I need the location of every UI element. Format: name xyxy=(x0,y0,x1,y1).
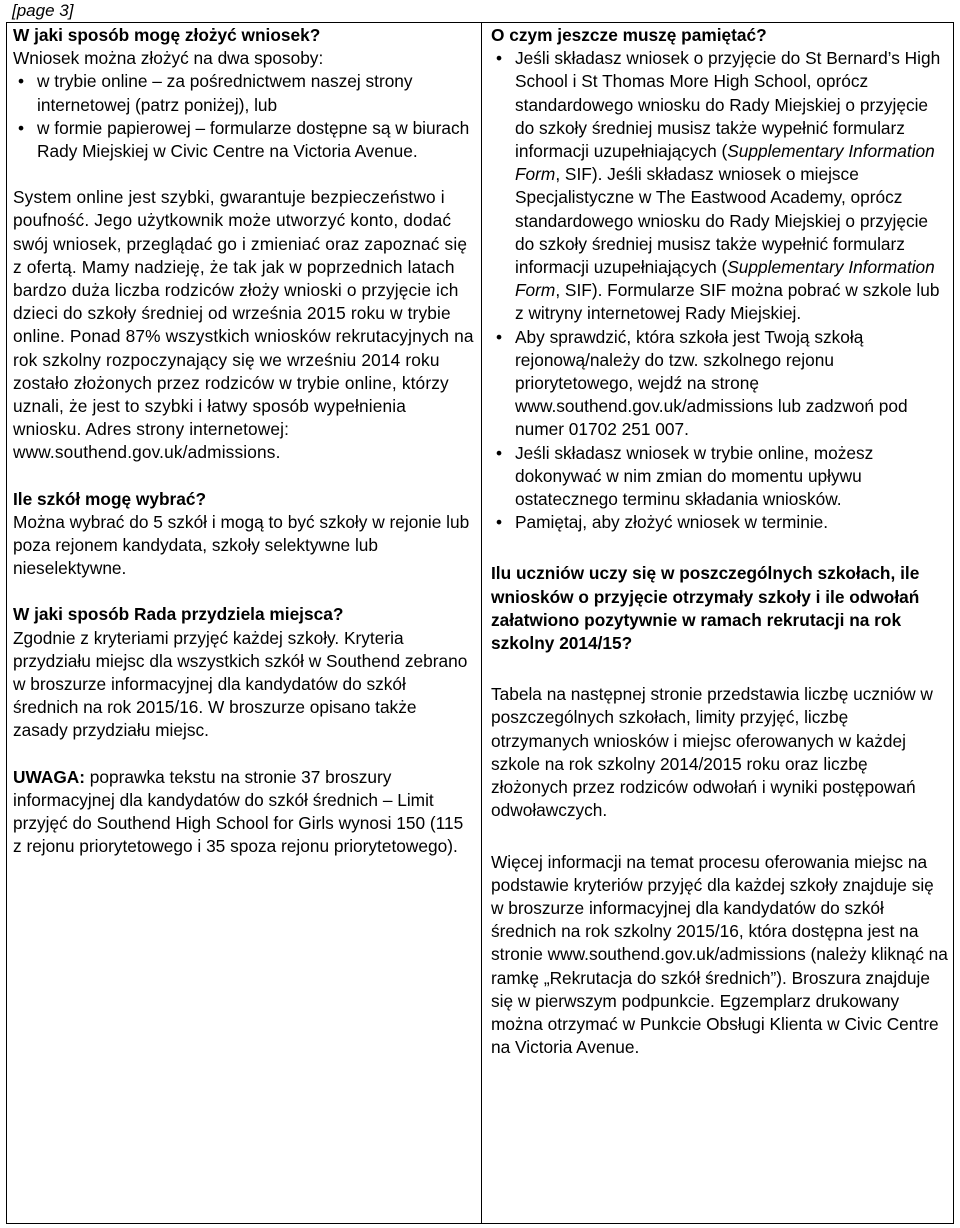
list-item xyxy=(491,511,949,534)
list-item xyxy=(491,326,949,442)
how-many-schools-paragraph: Można wybrać do 5 szkół i mogą to być szkoły w rejonie lub poza rejonem kandydata, szkoły selektywne lub nieselektywne. xyxy=(13,511,470,579)
how-to-apply-heading: W jaki sposób mogę złożyć wniosek? xyxy=(13,25,321,45)
how-many-schools-heading: Ile szkół mogę wybrać? xyxy=(13,488,207,509)
statistics-paragraph: Tabela na następnej stronie przedstawia liczbę uczniów w poszczególnych szkołach, limity przyjęć, liczbę otrzymanych wniosków i miejsc oferowanych w każdej szkole na rok szkolny 2014/2015 roku oraz liczbę złożonych przez rodziców odwołań i wyniki postępowań odwoławczych. xyxy=(491,684,933,821)
sif-text-part: , SIF). Jeśli składasz wniosek o miejsce Specjalistyczne w The Eastwood Academy, oprócz standardowego wniosku do Rady Miejskiej o przyjęcie do szkoły średniej musisz także wypełnić formularz informacji uzupełniających ( xyxy=(515,164,929,278)
content-table xyxy=(6,22,954,1224)
catchment-bullet-text: Aby sprawdzić, która szkoła jest Twoją szkołą rejonową/należy do tzw. szkolnego rejonu priorytetowego, wejdź na stronę www.southend.gov.uk/admissions lub zadzwoń pod numer 01702 251 007. xyxy=(515,326,908,440)
apply-method-online: w trybie online – za pośrednictwem naszej strony internetowej (patrz poniżej), lub xyxy=(37,71,413,115)
sif-form-name: Supplementary Information Form xyxy=(515,141,935,185)
remember-heading: O czym jeszcze muszę pamiętać? xyxy=(491,25,767,45)
bullet-icon: • xyxy=(496,48,503,69)
sif-form-name: Supplementary Information Form xyxy=(515,257,935,301)
page-number-label: [page 3] xyxy=(12,1,74,20)
changes-bullet-text: Jeśli składasz wniosek w trybie online, możesz dokonywać w nim zmian do momentu upływu ostatecznego terminu składania wniosków. xyxy=(515,442,874,510)
how-to-apply-intro: Wniosek można złożyć na dwa sposoby: xyxy=(13,48,324,69)
apply-method-paper: w formie papierowej – formularze dostępne są w biurach Rady Miejskiej w Civic Centre na Victoria Avenue. xyxy=(37,117,470,162)
list-item xyxy=(491,442,949,512)
sif-text-part: , SIF). Formularze SIF można pobrać w szkole lub z witryny internetowej Rady Miejskiej. xyxy=(515,280,940,324)
note-label: UWAGA: xyxy=(13,766,85,787)
list-item xyxy=(13,117,475,163)
bullet-icon: • xyxy=(496,326,503,347)
remember-list xyxy=(491,47,949,534)
online-system-paragraph: System online jest szybki, gwarantuje bezpieczeństwo i poufność. Jego użytkownik może utworzyć konto, dodać swój wniosek, przeglądać go i zmieniać oraz zapoznać się z ofertą. Mamy nadzieję, że tak jak w poprzednich latach bardzo duża liczba rodziców złoży wnioski o przyjęcie ich dzieci do szkoły średniej od września 2015 roku w trybie online. Ponad 87% wszystkich wniosków rekrutacyjnych na rok szkolny rozpoczynający się we wrześniu 2014 roku zostało złożonych przez rodziców w trybie online, którzy uznali, że jest to szybki i łatwy sposób wypełnienia wniosku. Adres strony internetowej: www.southend.gov.uk/admissions. xyxy=(13,187,474,463)
deadline-bullet-text: Pamiętaj, aby złożyć wniosek w terminie. xyxy=(515,512,829,533)
apply-methods-list xyxy=(13,70,475,163)
more-info-paragraph: Więcej informacji na temat procesu oferowania miejsc na podstawie kryteriów przyjęć dla każdej szkoły znajduje się w broszurze informacyjnej dla kandydatów do szkół średnich na rok szkolny 2015/16, która dostępna jest na stronie www.southend.gov.uk/admissions (należy kliknąć na ramkę „Rekrutacja do szkół średnich”). Broszura znajduje się w pierwszym podpunkcie. Egzemplarz drukowany można otrzymać w Punkcie Obsługi Klienta w Civic Centre na Victoria Avenue. xyxy=(491,851,948,1058)
right-column xyxy=(491,24,949,1059)
allocation-paragraph: Zgodnie z kryteriami przyjęć każdej szkoły. Kryteria przydziału miejsc dla wszystkich szkół w Southend zebrano w broszurze informacyjnej dla kandydatów do szkół średnich na rok 2015/16. W broszurze opisano także zasady przydziału miejsc. xyxy=(13,627,468,741)
statistics-heading: Ilu uczniów uczy się w poszczególnych szkołach, ile wniosków o przyjęcie otrzymały szkoły i ile odwołań załatwiono pozytywnie w ramach rekrutacji na rok szkolny 2014/15? xyxy=(491,563,920,654)
left-column xyxy=(13,24,475,859)
note-text: poprawka tekstu na stronie 37 broszury informacyjnej dla kandydatów do szkół średnich – Limit przyjęć do Southend High School for Girls wynosi 150 (115 z rejonu priorytetowego i 35 spoza rejonu priorytetowego). xyxy=(13,766,464,857)
note-paragraph xyxy=(13,766,475,859)
allocation-heading: W jaki sposób Rada przydziela miejsca? xyxy=(13,604,344,625)
bullet-icon: • xyxy=(18,71,25,92)
list-item xyxy=(491,47,949,325)
bullet-icon: • xyxy=(496,512,503,533)
sif-text-part: Jeśli składasz wniosek o przyjęcie do St Bernard’s High School i St Thomas More High School, oprócz standardowego wniosku do Rady Miejskiej o przyjęcie do szkoły średniej musisz także wypełnić formularz informacji uzupełniających ( xyxy=(515,48,941,162)
bullet-icon: • xyxy=(18,117,25,138)
bullet-icon: • xyxy=(496,442,503,463)
sif-bullet-text xyxy=(515,48,940,323)
list-item xyxy=(13,70,475,116)
column-divider xyxy=(481,23,482,1223)
